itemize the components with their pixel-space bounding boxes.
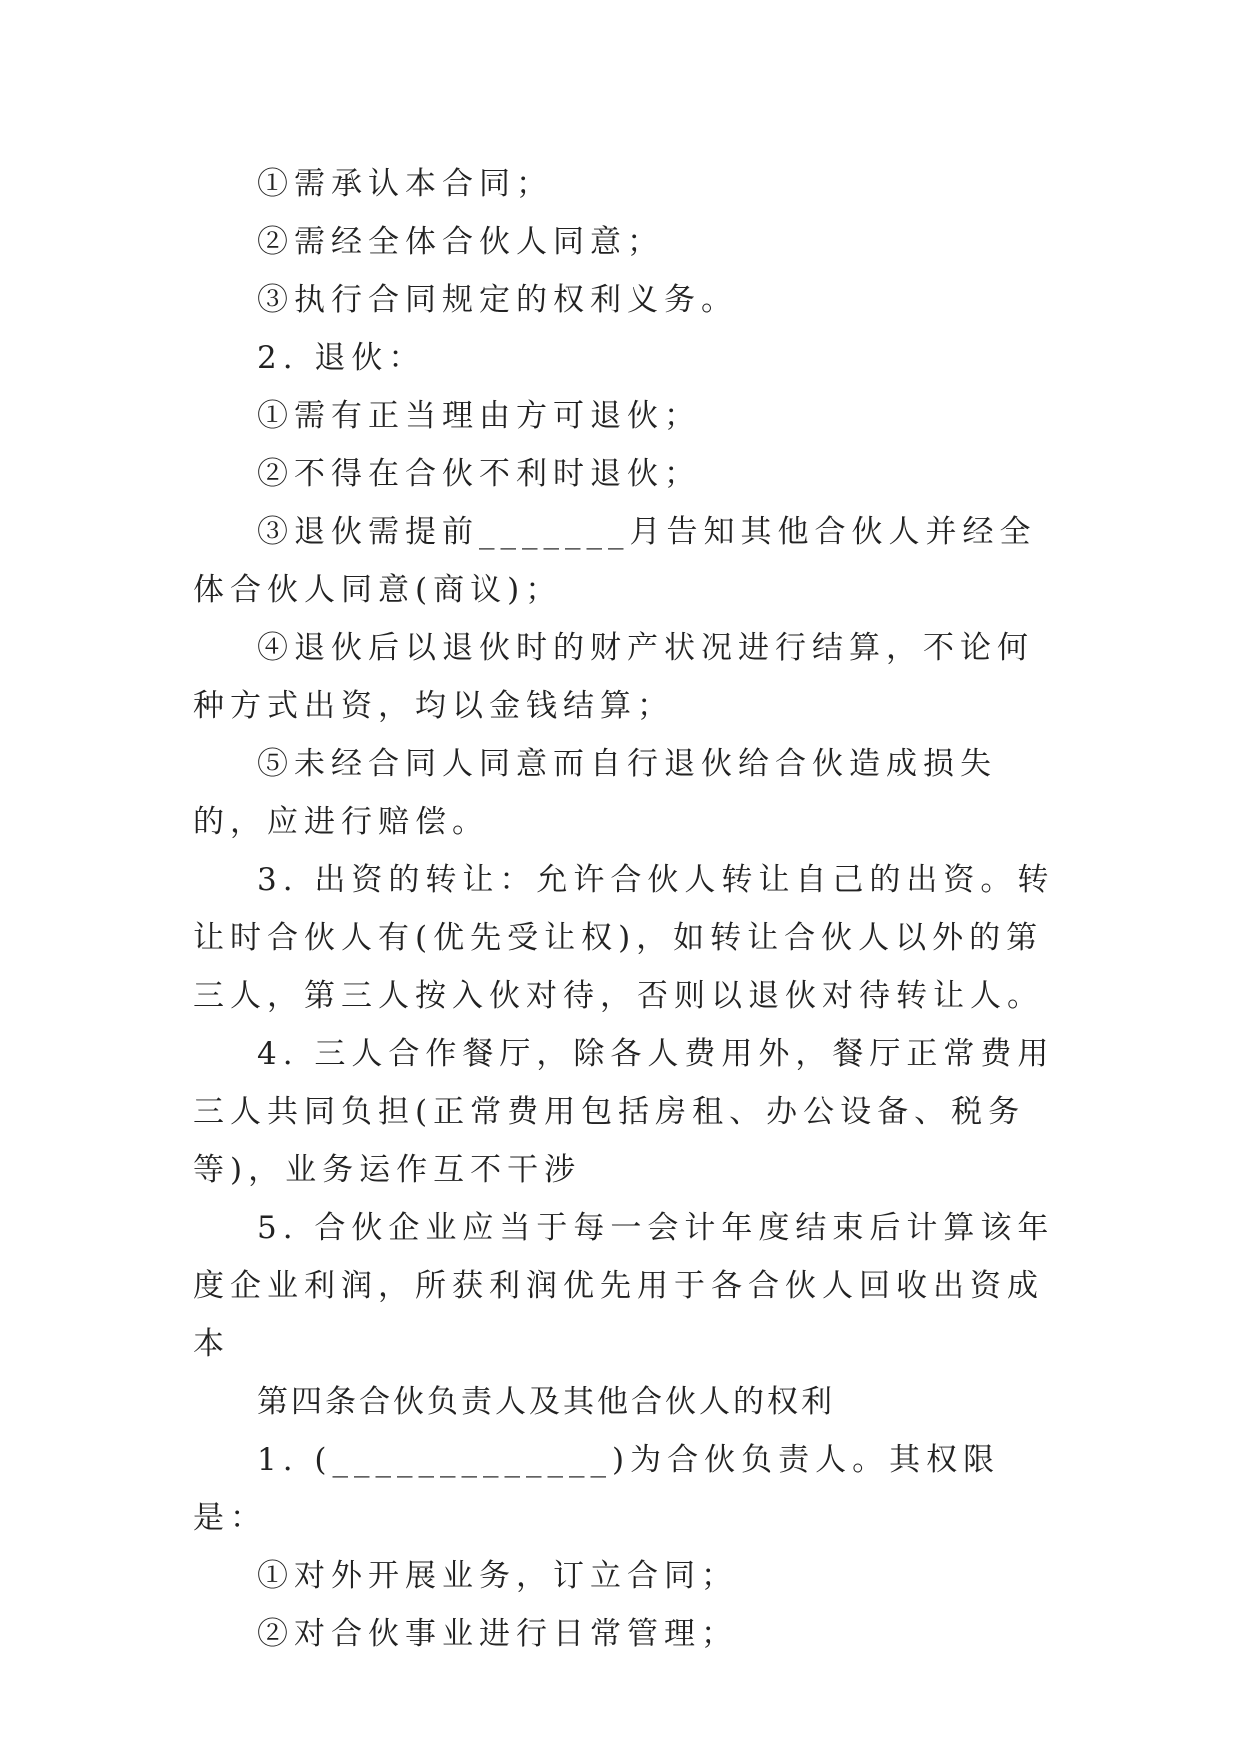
clause-item-2-5: ⑤未经合同人同意而自行退伙给合伙造成损失的，应进行赔偿。 <box>193 746 997 840</box>
clause-item-2-2: ②不得在合伙不利时退伙； <box>257 456 701 492</box>
clause-item-4-1: ①对外开展业务，订立合同； <box>257 1558 738 1594</box>
clause-expense-sharing: 4. 三人合作餐厅，除各人费用外，餐厅正常费用三人共同负担(正常费用包括房租、办公设备、税务等)，业务运作互不干涉 <box>193 1036 1055 1188</box>
clause-profit-allocation: 5. 合伙企业应当于每一会计年度结束后计算该年度企业利润，所获利润优先用于各合伙人回收出资成本 <box>193 1210 1055 1362</box>
clause-responsible-partner: 1. (_____________)为合伙负责人。其权限是： <box>193 1442 1001 1536</box>
document-body <box>193 155 1055 1663</box>
clause-withdrawal-title: 2. 退伙： <box>257 340 426 376</box>
clause-item-1-2: ②需经全体合伙人同意； <box>257 224 664 260</box>
clause-item-2-4: ④退伙后以退伙时的财产状况进行结算，不论何种方式出资，均以金钱结算； <box>193 630 1034 724</box>
clause-item-1-1: ①需承认本合同； <box>257 166 553 202</box>
clause-item-2-1: ①需有正当理由方可退伙； <box>257 398 701 434</box>
clause-item-4-2: ②对合伙事业进行日常管理； <box>257 1616 738 1652</box>
clause-capital-transfer: 3. 出资的转让：允许合伙人转让自己的出资。转让时合伙人有(优先受让权)，如转让合伙人以外的第三人，第三人按入伙对待，否则以退伙对待转让人。 <box>193 862 1055 1014</box>
clause-item-1-3: ③执行合同规定的权利义务。 <box>257 282 738 318</box>
article-four-heading: 第四条合伙负责人及其他合伙人的权利 <box>257 1384 835 1420</box>
clause-item-2-3: ③退伙需提前_______月告知其他合伙人并经全体合伙人同意(商议)； <box>193 514 1037 608</box>
